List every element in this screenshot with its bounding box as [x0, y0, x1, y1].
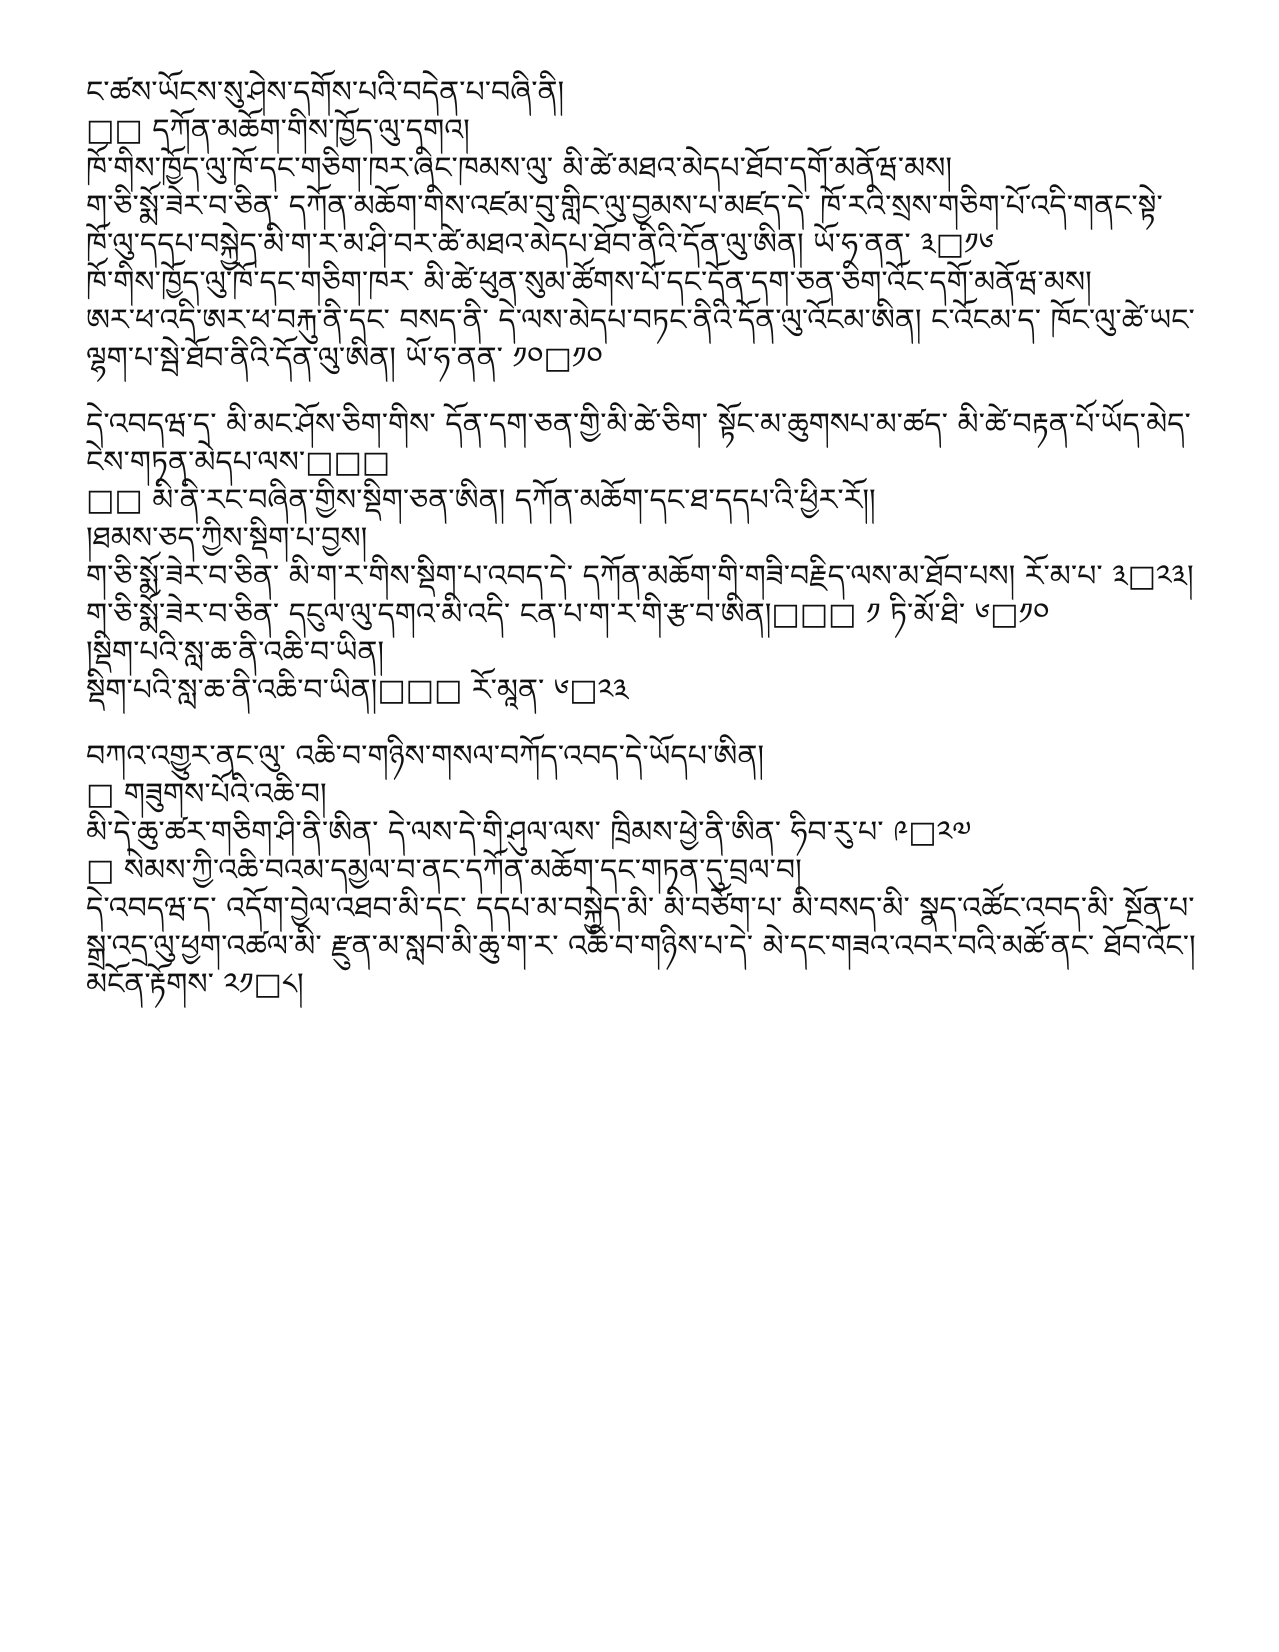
text-line: ཨར་ཕ་འདི་ཨར་ཕ་བརྐུ་ནི་དང་ བསད་ནི་ དེ་ལས་མེདཔ་བཏང་ནིའི་དོན་ལུ་འོངམ་ཨིན། ང་འོངམ་ད་ ཁོང་ལུ་ཚེ་ཡང་ལྷག་པ་སྦེ་ཐོབ་ནིའི་དོན་ལུ་ཨིན། ཡོ་ཧ་ནན་ ༡༠□༡༠ [86, 303, 1195, 376]
text-line: ག་ཅི་སྨོ་ཟེར་བ་ཅིན་ དངུལ་ལུ་དགའ་མི་འདི་ ངན་པ་ག་ར་གི་རྩ་བ་ཨིན།□□□ ༡ ཏི་མོ་ཐི་ ༦□༡༠ [86, 597, 1050, 632]
text-line: □ གཟུགས་པོའི་འཆི་བ། [86, 777, 327, 812]
text-line: དེ་འབདཝ་ད་ མི་མང་ཤོས་ཅིག་གིས་ དོན་དག་ཅན་གྱི་མི་ཚེ་ཅིག་ སྟོང་མ་ཆུགསཔ་མ་ཚད་ མི་ཚེ་བརྟན་པོ་ཡོད་མེད་ ངེས་གཏན་མེདཔ་ལས་□□□ [86, 407, 1201, 480]
text-line: ག་ཅི་སྨོ་ཟེར་བ་ཅིན་ དཀོན་མཆོག་གིས་འཛམ་བུ་གླིང་ལུ་བྱམས་པ་མཛད་དེ་ ཁོ་རའི་སྲས་གཅིག་པོ་འདི་གནང་སྟེ་ ཁོ་ལུ་དདཔ་བསྐྱེད་མི་ག་ར་མ་ཤི་བར་ཚེ་མཐའ་མེདཔ་ཐོབ་ནིའི་དོན་ལུ་ཨིན། ཡོ་ཧ་ནན་ ༣□༡༦ [86, 189, 1173, 262]
text-line: ག་ཅི་སྨོ་ཟེར་བ་ཅིན་ མི་ག་ར་གིས་སྡིག་པ་འབད་དེ་ དཀོན་མཆོག་གི་གཟི་བརྗིད་ལས་མ་ཐོབ་པས། རོ་མ་པ་ ༣□༢༣། [86, 559, 1194, 594]
text-line: བཀའ་འགྱུར་ནང་ལུ་ འཆི་བ་གཉིས་གསལ་བཀོད་འབད་དེ་ཡོདཔ་ཨིན། [86, 739, 764, 774]
text-line: □□ མི་ནི་རང་བཞིན་གྱིས་སྡིག་ཅན་ཨིན། དཀོན་མཆོག་དང་ཐ་དདཔ་འི་ཕྱིར་རོ།། [86, 483, 876, 518]
text-line: །ཐམས་ཅད་ཀྱིས་སྡིག་པ་བྱས། [86, 521, 368, 556]
text-line: སྡིག་པའི་སླ་ཆ་ནི་འཆི་བ་ཡིན།□□□ རོ་མཱན་ ༦□༢༣ [86, 673, 629, 708]
text-line: □ སེམས་ཀྱི་འཆི་བའམ་དམྱལ་བ་ནང་དཀོན་མཆོག་དང་གཏན་དུ་བྲལ་བ། [86, 853, 802, 888]
text-line: །སྡིག་པའི་སླ་ཆ་ནི་འཆི་བ་ཡིན། [86, 635, 384, 670]
text-line: དེ་འབདཝ་ད་ འདོག་བྱེལ་འཐབ་མི་དང་ དདཔ་མ་བསྐྱེད་མི་ མི་བཙོག་པ་ མི་བསད་མི་ སྣད་འཚོང་འབད་མི་ སྔོན་པ་ སྒྲ་འདྲ་ལུ་ཕྱག་འཚལ་མི་ རྫུན་མ་སླབ་མི་ཆུ་ག་ར་ འཆི་བ་གཉིས་པ་དེ་ མེ་དང་གཟའ་འབར་བའི་མཚོ་ནང་ ཐོབ་འོང་། མངོན་རྟོགས་ ༢༡□༨། [86, 891, 1206, 1002]
text-line: ཁོ་གིས་ཁྱོད་ལུ་ཁོ་དང་གཅིག་ཁར་ཞིང་ཁམས་ལུ་ མི་ཚེ་མཐའ་མེདཔ་ཐོབ་དགོ་མནོཝ་མས། [86, 151, 953, 186]
paragraph-gap [86, 710, 1196, 738]
document-page [86, 74, 1206, 1004]
text-line: ཁོ་གིས་ཁྱོད་ལུ་ཁོ་དང་གཅིག་ཁར་ མི་ཚེ་ཕུན་སུམ་ཚོགས་པོ་དང་དོན་དག་ཅན་ཅིག་འོང་དགོ་མནོཝ་མས། [86, 265, 1092, 300]
heading-line: ང་ཚས་ཡོངས་སུ་ཤེས་དགོས་པའི་བདེན་པ་བཞི་ནི། [86, 75, 565, 110]
paragraph-gap [86, 378, 1196, 406]
text-line: □□ དཀོན་མཆོག་གིས་ཁྱོད་ལུ་དགའ། [86, 113, 470, 148]
text-line: མི་དེ་ཆུ་ཚར་གཅིག་ཤི་ནི་ཨིན་ དེ་ལས་དེ་གི་ཤུལ་ལས་ ཁྲིམས་ཕྱེ་ནི་ཨིན་ ཧིབ་རུ་པ་ ༩□༢༧ [86, 815, 972, 850]
